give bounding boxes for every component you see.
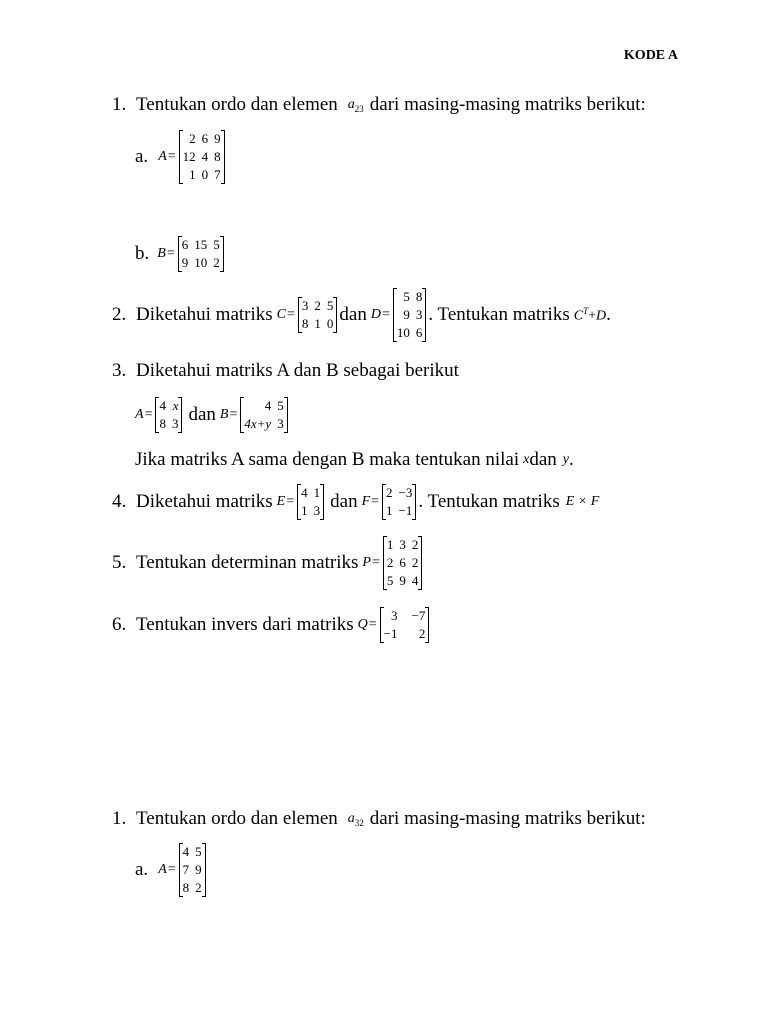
matrix-cell: 2: [195, 880, 202, 895]
matrix-cell: 5: [386, 573, 394, 588]
matrix-cell: 2: [314, 298, 321, 313]
expression: E × F: [565, 494, 600, 509]
question-text-end: . Tentukan matriks: [428, 304, 570, 325]
matrix-cell: 8: [159, 416, 166, 431]
matrix-cell: 4: [264, 398, 272, 413]
matrix-cell: 0: [201, 167, 209, 182]
matrix-cell: 2: [213, 255, 220, 270]
matrix-cell: 2: [386, 555, 394, 570]
matrix-cell: 5: [403, 289, 410, 304]
matrix-cell: 5: [195, 844, 202, 859]
question-4: 4. Diketahui matriks E = 4 1 1 3 dan F = 2 −3 1 −1 . Tentukan matriks E × F: [112, 485, 600, 518]
matrix-d: [393, 288, 427, 342]
matrix-cell: 9: [399, 573, 406, 588]
matrix-cell: 1: [313, 485, 321, 500]
matrix-cell: 2: [386, 485, 393, 500]
matrix-f: [382, 484, 416, 520]
connector-text: dan: [188, 404, 216, 425]
matrix-cell: 2: [411, 555, 419, 570]
matrix-cell: 9: [181, 255, 189, 270]
matrix-name: A: [158, 862, 167, 877]
connector-text: dan: [330, 491, 358, 512]
matrix-q: [380, 607, 430, 643]
matrix-cell: 7: [182, 862, 190, 877]
matrix-cell: 4x+y: [244, 416, 272, 431]
matrix-cell: 8: [182, 880, 190, 895]
matrix-cell: 4: [301, 485, 308, 500]
matrix-cell: 3: [171, 416, 179, 431]
question-text: Jika matriks A sama dengan B maka tentukan nilai: [135, 449, 520, 470]
matrix-cell: x: [172, 398, 179, 413]
matrix-cell: 9: [214, 131, 221, 146]
matrix-cell: 6: [201, 131, 209, 146]
matrix-cell: 6: [415, 325, 423, 340]
question-text: Diketahui matriks: [136, 491, 273, 512]
item-label: a.: [135, 859, 149, 880]
question-3-matrices: A = 4 x 8 3 dan B = 4 5 4x+y 3: [135, 397, 290, 433]
matrix-name: A: [135, 407, 144, 422]
question-1-section-2: [112, 808, 646, 830]
matrix-a: [179, 130, 225, 184]
matrix-cell: 12: [182, 149, 196, 164]
matrix-cell: 1: [301, 503, 308, 518]
question-text: Diketahui matriks A dan B sebagai berikut: [136, 360, 459, 381]
matrix-name: F: [361, 494, 371, 509]
question-3: [112, 360, 459, 382]
matrix-cell: 1: [189, 167, 196, 182]
matrix-name: E: [276, 494, 286, 509]
question-1a-section-2: a. A = 4 5 7 9 8 2: [135, 843, 208, 897]
matrix-name: Q: [357, 617, 368, 632]
question-2: 2. Diketahui matriks C = 3 2 5 8 1 0 dan D = 5 8 9 3 10 6 . Tentukan matriks $C^T+D$ .: [112, 289, 611, 340]
matrix-cell: 6: [181, 237, 189, 252]
matrix-cell: 7: [214, 167, 221, 182]
matrix-name: A: [158, 149, 167, 164]
question-5: 5. Tentukan determinan matriks P = 1 3 2 2 6 2 5 9 4: [112, 536, 424, 590]
matrix-cell: 3: [277, 416, 284, 431]
matrix-cell: 2: [418, 626, 426, 641]
matrix-cell: 2: [411, 537, 419, 552]
matrix-cell: 9: [403, 307, 410, 322]
question-3-followup: Jika matriks A sama dengan B maka tentukan nilai x dan y .: [135, 449, 574, 470]
matrix-cell: 3: [399, 537, 406, 552]
matrix-cell: 1: [386, 503, 393, 518]
question-6: 6. Tentukan invers dari matriks Q = 3 −7 −1 2: [112, 607, 431, 643]
question-1: [112, 94, 646, 116]
question-1b: b. B = 6 15 5 9 10 2: [135, 236, 226, 272]
matrix-cell: 8: [214, 149, 221, 164]
matrix-cell: 6: [399, 555, 406, 570]
matrix-cell: 3: [415, 307, 423, 322]
question-number: 2.: [112, 304, 127, 325]
matrix-name: C: [276, 307, 287, 322]
matrix-cell: 4: [201, 149, 209, 164]
matrix-name: D: [370, 307, 381, 322]
matrix-cell: −7: [411, 608, 426, 623]
matrix-cell: 15: [194, 237, 208, 252]
matrix-cell: 5: [213, 237, 220, 252]
matrix-cell: 1: [314, 316, 321, 331]
matrix-cell: 1: [386, 537, 394, 552]
question-text-end: dari masing-masing matriks berikut:: [369, 808, 646, 829]
question-text: Tentukan invers dari matriks: [136, 614, 354, 635]
document-code: KODE A: [623, 48, 678, 63]
matrix-cell: 4: [159, 398, 166, 413]
element-symbol: $a_{23}$: [347, 96, 364, 114]
matrix-cell: 4: [411, 573, 419, 588]
matrix-b: [240, 397, 287, 433]
matrix-name: P: [362, 555, 371, 570]
question-number: 1.: [112, 808, 127, 829]
matrix-cell: 8: [415, 289, 423, 304]
question-text-end: . Tentukan matriks: [418, 491, 560, 512]
matrix-a: [179, 843, 206, 897]
matrix-cell: 9: [195, 862, 202, 877]
question-number: 5.: [112, 552, 127, 573]
element-symbol: $a_{32}$: [347, 810, 364, 828]
matrix-cell: 3: [313, 503, 321, 518]
question-number: 6.: [112, 614, 127, 635]
matrix-cell: 10: [396, 325, 410, 340]
question-text: Tentukan ordo dan elemen: [136, 808, 338, 829]
matrix-cell: −1: [383, 626, 398, 641]
question-text: Diketahui matriks: [136, 304, 273, 325]
matrix-e: [297, 484, 324, 520]
connector-text: dan: [339, 304, 367, 325]
matrix-cell: 5: [326, 298, 334, 313]
matrix-p: [383, 536, 423, 590]
matrix-a: [155, 397, 182, 433]
item-label: a.: [135, 146, 149, 167]
matrix-name: B: [157, 246, 166, 261]
matrix-b: [178, 236, 224, 272]
question-text: Tentukan ordo dan elemen: [136, 94, 338, 115]
matrix-cell: 4: [182, 844, 190, 859]
question-text: Tentukan determinan matriks: [136, 552, 359, 573]
expression: $C^T+D$: [573, 305, 607, 324]
matrix-cell: 10: [194, 255, 208, 270]
matrix-cell: 2: [189, 131, 196, 146]
matrix-cell: −3: [398, 485, 413, 500]
question-number: 4.: [112, 491, 127, 512]
matrix-cell: 3: [301, 298, 309, 313]
matrix-name: B: [219, 407, 229, 422]
question-number: 1.: [112, 94, 127, 115]
matrix-cell: 8: [301, 316, 309, 331]
question-number: 3.: [112, 360, 127, 381]
matrix-cell: 0: [326, 316, 334, 331]
question-text-end: dari masing-masing matriks berikut:: [369, 94, 646, 115]
matrix-cell: 3: [391, 608, 398, 623]
matrix-c: [298, 297, 338, 333]
matrix-cell: 5: [277, 398, 284, 413]
question-1a: a. A = 2 6 9 12 4 8 1 0 7: [135, 130, 227, 184]
matrix-cell: −1: [398, 503, 413, 518]
item-label: b.: [135, 243, 150, 264]
